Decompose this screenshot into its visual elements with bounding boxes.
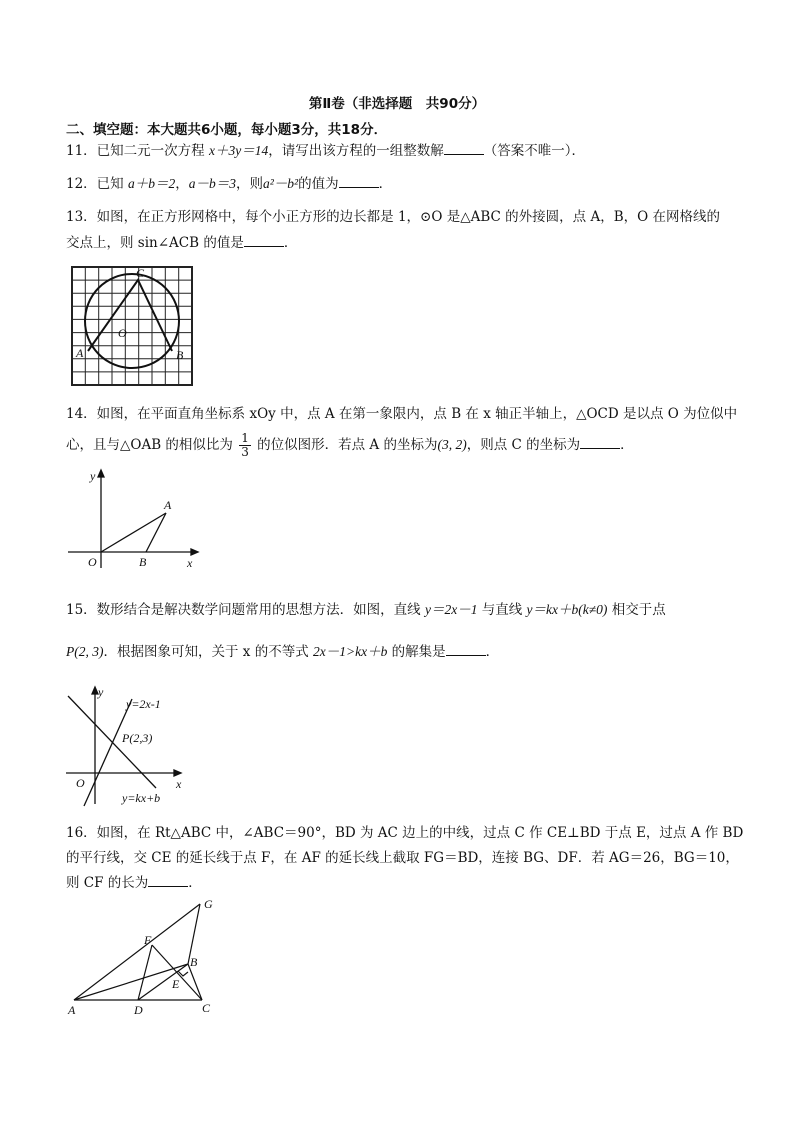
label-x: x: [187, 556, 193, 570]
question-14-line-2: 心，且与△OAB 的相似比为 $\frac{1}{3}$ 的位似图形．若点 A 的坐标为(3, 2)，则点 C 的坐标为 ．: [66, 431, 634, 459]
label-line-1: y=2x-1: [126, 697, 161, 711]
label-a: A: [164, 498, 172, 512]
label-e: E: [172, 977, 180, 991]
question-13-line-1: 13．如图，在正方形网格中，每个小正方形的边长都是 1，⊙O 是△ABC 的外接圆，点 A，B，O 在网格线的: [66, 209, 720, 225]
question-13-line-2: 交点上，则 sin∠ACB 的值是 ．: [66, 235, 298, 251]
answer-blank-12[interactable]: [339, 175, 379, 188]
answer-blank-13[interactable]: [244, 234, 284, 247]
q16-triangle-figure: [64, 896, 224, 1018]
label-a: A: [76, 346, 84, 360]
label-o: O: [118, 326, 127, 340]
segment-ab: [74, 964, 188, 1000]
question-16-line-2: 的平行线，交 CE 的延长线于点 F，在 AF 的延长线上截取 FG＝BD，连接 BG、DF．若 AG＝26，BG＝10，: [66, 850, 739, 866]
y-arrow: [98, 470, 104, 477]
section-heading: 二、填空题：本大题共6小题，每小题3分，共18分．: [66, 122, 388, 138]
label-b: B: [190, 955, 198, 969]
label-o: O: [88, 555, 97, 569]
label-line-2: y=kx+b: [122, 791, 161, 805]
label-f: F: [144, 933, 152, 947]
label-b: B: [139, 555, 147, 569]
label-y: y: [90, 469, 96, 483]
question-15-line-1: 15．数形结合是解决数学问题常用的思想方法．如图，直线 y＝2x－1 与直线 y＝kx＋b(k≠0) 相交于点: [66, 602, 666, 618]
segment-bc: [188, 964, 202, 1000]
question-11: 11．已知二元一次方程 x＋3y＝14，请写出该方程的一组整数解 （答案不唯一）．: [66, 143, 585, 159]
label-b: B: [176, 348, 184, 362]
label-o: O: [76, 776, 85, 790]
answer-blank-15[interactable]: [446, 643, 486, 656]
q15-lines-figure: [64, 684, 194, 808]
answer-blank-16[interactable]: [148, 874, 188, 887]
label-c: C: [202, 1001, 211, 1015]
line-2x-minus-1: [84, 699, 132, 806]
question-12: 12．已知 a＋b＝2，a－b＝3，则a²－b²的值为 ．: [66, 176, 393, 192]
q13-grid-figure: [70, 265, 196, 387]
x-arrow: [191, 549, 198, 555]
question-16-line-3: 则 CF 的长为 ．: [66, 875, 202, 891]
triangle-acb: [88, 280, 172, 351]
label-d: D: [134, 1003, 143, 1017]
label-a: A: [68, 1003, 76, 1017]
question-15-line-2: P(2, 3)．根据图象可知，关于 x 的不等式 2x－1>kx＋b 的解集是 ．: [66, 644, 500, 660]
label-c: C: [136, 266, 145, 280]
question-14-line-1: 14．如图，在平面直角坐标系 xOy 中，点 A 在第一象限内，点 B 在 x 轴正半轴上，△OCD 是以点 O 为位似中: [66, 406, 738, 422]
label-x: x: [176, 777, 182, 791]
ratio-fraction: $\frac{1}{3}$: [241, 431, 249, 459]
q14-coordinate-figure: [66, 468, 206, 572]
segment-ag: [74, 904, 200, 1000]
label-g: G: [204, 897, 213, 911]
x-arrow: [174, 770, 181, 776]
paper-title: 第Ⅱ卷（非选择题 共90分）: [308, 96, 486, 112]
question-16-line-1: 16．如图，在 Rt△ABC 中，∠ABC＝90°，BD 为 AC 边上的中线，过点 C 作 CE⊥BD 于点 E，过点 A 作 BD: [66, 825, 744, 841]
answer-blank-11[interactable]: [444, 142, 484, 155]
answer-blank-14[interactable]: [580, 436, 620, 449]
label-p: P(2,3): [122, 731, 153, 745]
label-y: y: [98, 685, 104, 699]
